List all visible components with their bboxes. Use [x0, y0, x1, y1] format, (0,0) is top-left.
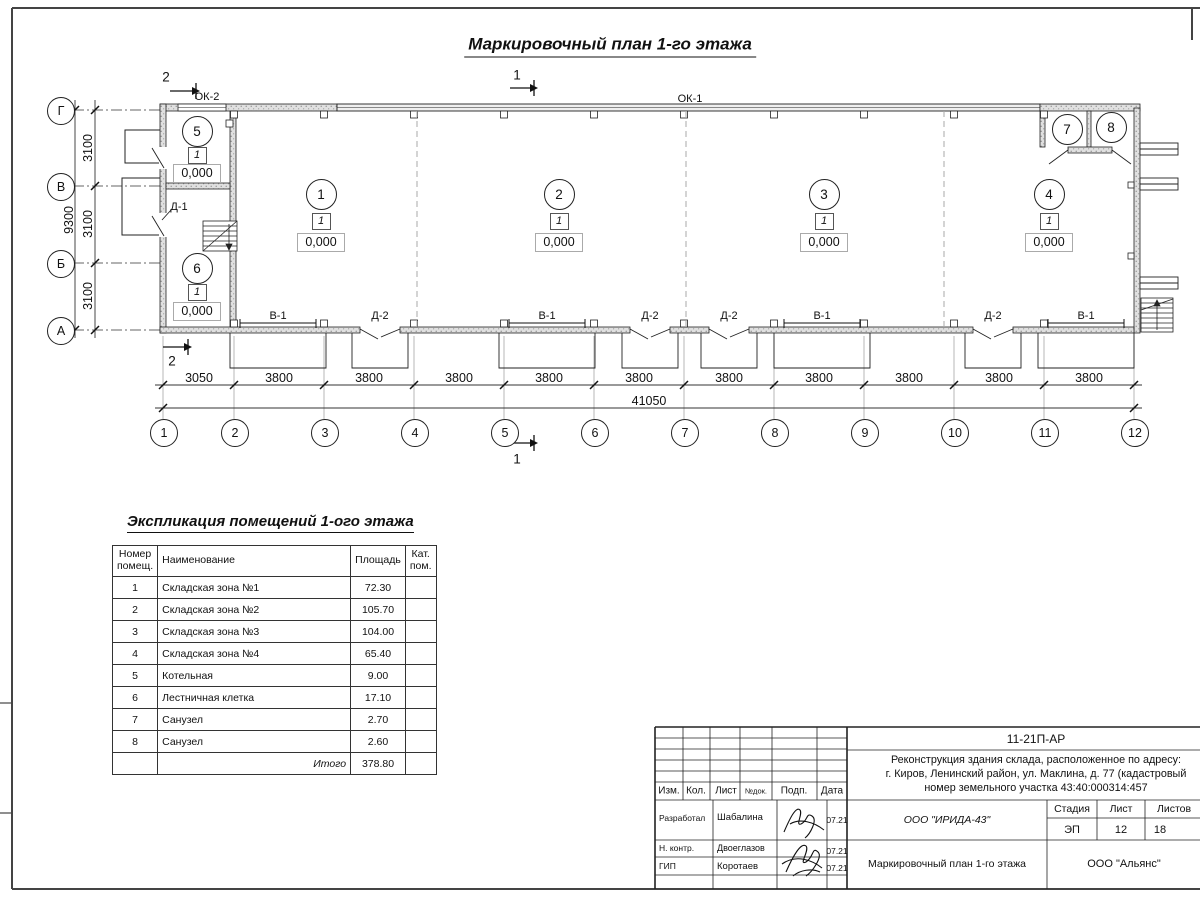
stairs-interior — [203, 221, 237, 251]
gate-mark: В-1 — [538, 310, 556, 322]
door-mark: Д-2 — [720, 310, 738, 322]
gate-mark: В-1 — [269, 310, 287, 322]
room-elevation: 0,000 — [535, 233, 583, 252]
explication-title: Экспликация помещений 1-ого этажа — [127, 513, 414, 533]
explication-cell: Складская зона №4 — [158, 643, 351, 665]
col-axis-bubble-1: 1 — [150, 419, 178, 447]
section-arrows — [163, 80, 534, 451]
explication-cell: Лестничная клетка — [158, 687, 351, 709]
explication-cell — [405, 665, 436, 687]
door-mark: Д-2 — [641, 310, 659, 322]
explication-row — [113, 577, 437, 599]
room-number-circle: 2 — [544, 179, 575, 210]
explication-row — [113, 665, 437, 687]
dim-bottom: 3800 — [535, 371, 563, 385]
col-axis-bubble-8: 8 — [761, 419, 789, 447]
room-number-circle: 3 — [809, 179, 840, 210]
room-number-circle: 1 — [306, 179, 337, 210]
dim-left: 3100 — [81, 282, 95, 310]
room-finish-marker: 1 — [550, 213, 569, 230]
explication-row — [113, 599, 437, 621]
door-mark: Д-2 — [371, 310, 389, 322]
explication-table — [112, 545, 437, 775]
signature-strokes — [782, 809, 824, 876]
explication-cell: 1 — [113, 577, 158, 599]
door-mark-d1: Д-1 — [170, 201, 188, 213]
sig-role-developer: Разработал — [659, 813, 706, 823]
col-axis-bubble-11: 11 — [1031, 419, 1059, 447]
project-line1: Реконструкция здания склада, расположенное по адресу: — [890, 754, 1182, 766]
explication-cell: 105.70 — [351, 599, 406, 621]
design-company: ООО "ИРИДА-43" — [903, 814, 991, 826]
row-axis-bubble-Г: Г — [47, 97, 75, 125]
room-elevation: 0,000 — [173, 302, 221, 321]
room-number-circle: 4 — [1034, 179, 1065, 210]
explication-cell: Санузел — [158, 731, 351, 753]
section-mark-1: 1 — [513, 67, 521, 83]
explication-total-row — [113, 753, 437, 775]
explication-row — [113, 687, 437, 709]
client-org: ООО "Альянс" — [1087, 858, 1161, 870]
room-finish-marker: 1 — [312, 213, 331, 230]
sig-date-ncontr: 07.21 — [826, 846, 848, 856]
room-elevation: 0,000 — [1025, 233, 1073, 252]
explication-cell: Санузел — [158, 709, 351, 731]
explication-cell — [405, 643, 436, 665]
explication-row — [113, 709, 437, 731]
explication-cell: 5 — [113, 665, 158, 687]
col-axis-bubble-7: 7 — [671, 419, 699, 447]
explication-cell — [405, 621, 436, 643]
explication-cell: 9.00 — [351, 665, 406, 687]
sheet-number: 12 — [1114, 824, 1128, 836]
explication-cell: 6 — [113, 687, 158, 709]
explication-cell: 65.40 — [351, 643, 406, 665]
sig-name-gip: Коротаев — [717, 861, 759, 872]
rev-header-podp: Подп. — [780, 785, 808, 797]
explication-cell — [405, 599, 436, 621]
dim-left: 3100 — [81, 210, 95, 238]
rev-header-kol: Кол. — [686, 785, 706, 797]
col-axis-bubble-4: 4 — [401, 419, 429, 447]
col-axis-bubble-5: 5 — [491, 419, 519, 447]
dim-bottom: 3800 — [355, 371, 383, 385]
room-finish-marker: 1 — [188, 147, 207, 164]
explication-cell: 3 — [113, 621, 158, 643]
sig-role-gip: ГИП — [659, 861, 676, 871]
dim-left: 3100 — [81, 134, 95, 162]
explication-row — [113, 643, 437, 665]
dim-bottom: 3800 — [985, 371, 1013, 385]
explication-cell: 7 — [113, 709, 158, 731]
stage-value: ЭП — [1064, 824, 1080, 836]
col-header-name: Наименование — [158, 546, 351, 577]
explication-cell: 4 — [113, 643, 158, 665]
room-finish-marker: 1 — [188, 284, 207, 301]
room-finish-marker: 1 — [1040, 213, 1059, 230]
section-mark-2: 2 — [162, 69, 170, 85]
window-mark-ok1: ОК-1 — [677, 93, 703, 105]
rev-header-izm: Изм. — [658, 785, 680, 797]
row-axis-bubble-А: А — [47, 317, 75, 345]
page-title: Маркировочный план 1-го этажа — [464, 35, 756, 58]
project-line2: г. Киров, Ленинский район, ул. Маклина, д. 77 (кадастровый — [885, 768, 1187, 780]
sig-date-developer: 07.21 — [826, 815, 848, 825]
explication-cell: Складская зона №2 — [158, 599, 351, 621]
col-axis-bubble-3: 3 — [311, 419, 339, 447]
sig-name-developer: Шабалина — [717, 812, 763, 823]
explication-cell: Котельная — [158, 665, 351, 687]
sheets-total: 18 — [1153, 824, 1167, 836]
col-header-area: Площадь — [351, 546, 406, 577]
dim-bottom: 3800 — [1075, 371, 1103, 385]
section-mark-2: 2 — [168, 353, 176, 369]
dim-bottom: 3800 — [625, 371, 653, 385]
total-value: 378.80 — [351, 753, 406, 775]
col-header-cat: Кат. пом. — [405, 546, 436, 577]
rev-header-data: Дата — [820, 785, 844, 797]
dim-bottom: 3800 — [805, 371, 833, 385]
col-axis-bubble-12: 12 — [1121, 419, 1149, 447]
explication-cell: 104.00 — [351, 621, 406, 643]
col-axis-bubble-2: 2 — [221, 419, 249, 447]
explication-cell: 8 — [113, 731, 158, 753]
dim-bottom-total: 41050 — [631, 394, 667, 408]
section-mark-1: 1 — [513, 451, 521, 467]
rev-header-list: Лист — [715, 785, 737, 797]
room-finish-marker: 1 — [815, 213, 834, 230]
room-elevation: 0,000 — [800, 233, 848, 252]
door-mark: Д-2 — [984, 310, 1002, 322]
gate-mark: В-1 — [1077, 310, 1095, 322]
stage-label: Стадия — [1054, 803, 1090, 815]
explication-cell — [405, 577, 436, 599]
room-elevation: 0,000 — [173, 164, 221, 183]
sheets-label: Листов — [1156, 803, 1192, 815]
row-axis-bubble-В: В — [47, 173, 75, 201]
explication-cell: 72.30 — [351, 577, 406, 599]
dim-bottom: 3800 — [445, 371, 473, 385]
rev-header-ndok: №док. — [745, 786, 767, 796]
sig-role-ncontr: Н. контр. — [659, 843, 695, 853]
doc-code: 11-21П-АР — [1006, 732, 1066, 746]
dim-bottom: 3050 — [185, 371, 213, 385]
stairs-exterior — [1141, 298, 1173, 332]
sig-date-gip: 07.21 — [826, 863, 848, 873]
room-number-circle: 7 — [1052, 114, 1083, 145]
sig-name-ncontr: Двоеглазов — [717, 843, 765, 853]
explication-row — [113, 731, 437, 753]
col-axis-bubble-10: 10 — [941, 419, 969, 447]
explication-cell: 2 — [113, 599, 158, 621]
col-axis-bubble-9: 9 — [851, 419, 879, 447]
col-header-number: Номер помещ. — [113, 546, 158, 577]
room-number-circle: 5 — [182, 116, 213, 147]
total-label: Итого — [158, 753, 351, 775]
explication-cell: 2.70 — [351, 709, 406, 731]
sheet-doc-title: Маркировочный план 1-го этажа — [868, 858, 1026, 870]
room-number-circle: 6 — [182, 253, 213, 284]
window-mark-ok2: ОК-2 — [194, 91, 220, 103]
explication-row — [113, 621, 437, 643]
room-elevation: 0,000 — [297, 233, 345, 252]
explication-cell: Складская зона №3 — [158, 621, 351, 643]
explication-cell — [405, 687, 436, 709]
dim-bottom: 3800 — [895, 371, 923, 385]
explication-cell — [405, 731, 436, 753]
explication-cell: 17.10 — [351, 687, 406, 709]
dim-left-total: 9300 — [62, 206, 76, 234]
explication-cell: Складская зона №1 — [158, 577, 351, 599]
explication-cell — [405, 709, 436, 731]
col-axis-bubble-6: 6 — [581, 419, 609, 447]
row-axis-bubble-Б: Б — [47, 250, 75, 278]
project-line3: номер земельного участка 43:40:000314:457 — [924, 782, 1148, 794]
dim-bottom: 3800 — [715, 371, 743, 385]
room-number-circle: 8 — [1096, 112, 1127, 143]
explication-cell: 2.60 — [351, 731, 406, 753]
sheet-label: Лист — [1109, 803, 1133, 815]
dim-bottom: 3800 — [265, 371, 293, 385]
gate-mark: В-1 — [813, 310, 831, 322]
